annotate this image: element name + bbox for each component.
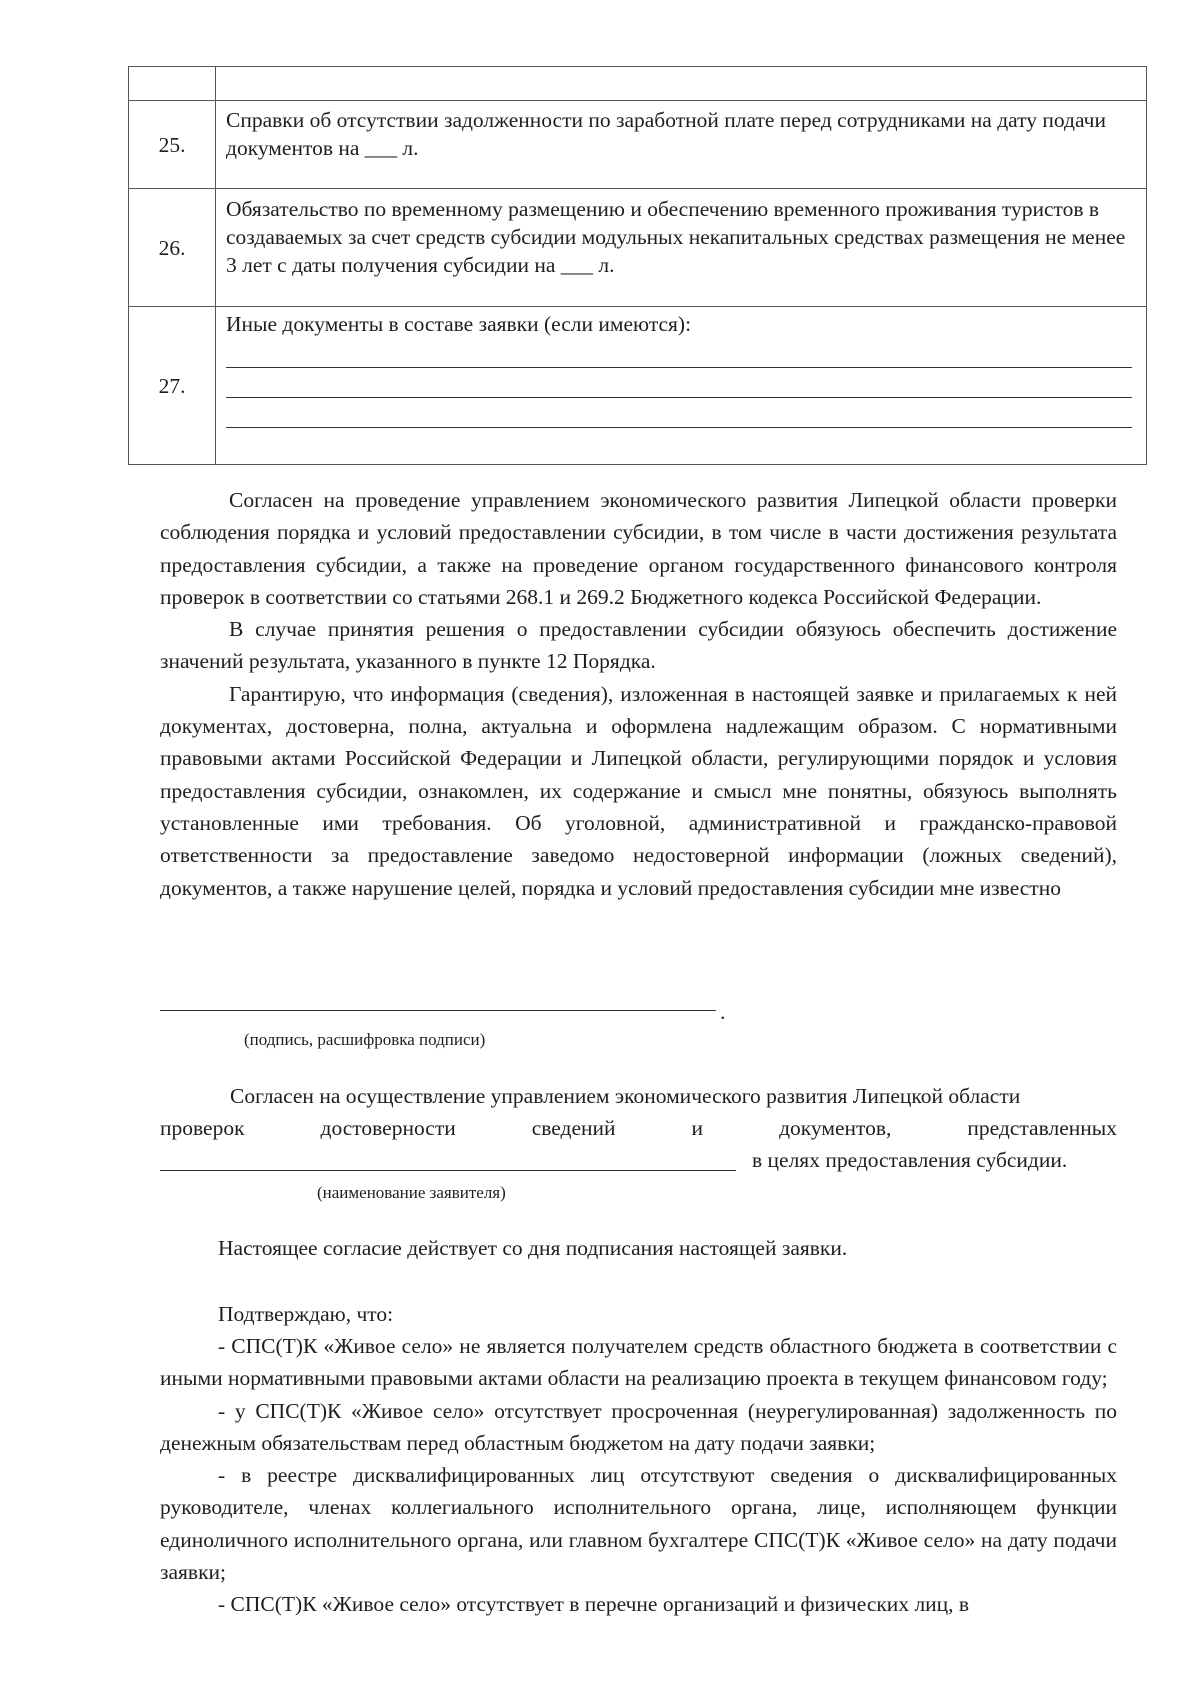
table-row	[129, 101, 1147, 189]
fill-line	[226, 368, 1132, 398]
confirm-item: - у СПС(Т)К «Живое село» отсутствует просроченная (неурегулированная) задолженность по денежным обязательствам перед областным бюджетом на дату подачи заявки;	[160, 1398, 1117, 1455]
word: сведений	[531, 1116, 616, 1141]
signature-caption: (подпись, расшифровка подписи)	[244, 1030, 486, 1049]
consent2-block	[160, 1080, 1117, 1145]
row-number: 25.	[129, 101, 216, 189]
consent2-line3-tail: в целях предоставления субсидии.	[752, 1148, 1068, 1172]
guarantee-paragraph: Гарантирую, что информация (сведения), изложенная в настоящей заявке и прилагаемых к ней документах, достоверна, полна, актуальна и оформлена надлежащим образом. С нормативными правовыми актами Российской Федерации и Липецкой области, регулирующими порядок и условия предоставления субсидии, ознакомлен, их содержание и смысл мне понятны, обязуюсь выполнять установленные ими требования. Об уголовной, административной и гражданско-правовой ответственности за предоставление заведомо недостоверной информации (ложных сведений), документов, а также нарушение целей, порядка и условий предоставления субсидии мне известно	[160, 681, 1117, 900]
row-number: 27.	[129, 307, 216, 465]
confirm-item: - в реестре дисквалифицированных лиц отсутствуют сведения о дисквалифицированных руководителе, членах коллегиального исполнительного органа, лице, исполняющем функции единоличного исполнительного органа, или главном бухгалтере СПС(Т)К «Живое село» на дату подачи заявки;	[160, 1463, 1117, 1585]
validity-text: Настоящее согласие действует со дня подписания настоящей заявки.	[218, 1236, 848, 1260]
word: достоверности	[320, 1116, 456, 1141]
row-number: 26.	[129, 189, 216, 307]
confirm-item: - СПС(Т)К «Живое село» не является получателем средств областного бюджета в соответствии с иными нормативными правовыми актами области на реализацию проекта в текущем финансовом году;	[160, 1334, 1117, 1391]
row-text: Обязательство по временному размещению и обеспечению временного проживания туристов в создаваемых за счет средств субсидии модульных некапитальных средствах размещения не менее 3 лет с даты получения субсидии на ___ л.	[216, 189, 1147, 307]
fill-line	[226, 398, 1132, 428]
consent2-line2	[160, 1112, 1117, 1144]
word: и	[691, 1116, 704, 1141]
consent-block	[160, 484, 1117, 904]
confirm-list	[160, 1330, 1117, 1621]
signature-line	[160, 1010, 716, 1011]
table-row	[129, 307, 1147, 465]
word: представленных	[967, 1116, 1117, 1141]
applicant-caption: (наименование заявителя)	[317, 1183, 506, 1202]
confirm-item: - СПС(Т)К «Живое село» отсутствует в перечне организаций и физических лиц, в	[218, 1592, 970, 1617]
signature-dot: .	[720, 1000, 726, 1024]
row-number	[129, 67, 216, 101]
applicant-name-line	[160, 1170, 736, 1171]
row-text: Иные документы в составе заявки (если имеются):	[226, 312, 692, 336]
table-row	[129, 67, 1147, 101]
obligation-paragraph: В случае принятия решения о предоставлении субсидии обязуюсь обеспечить достижение значений результата, указанного в пункте 12 Порядка.	[160, 617, 1117, 674]
word: документов,	[779, 1116, 892, 1141]
consent2-line1: Согласен на осуществление управлением экономического развития Липецкой области	[230, 1084, 1021, 1108]
row-text: Справки об отсутствии задолженности по заработной плате перед сотрудниками на дату подачи документов на ___ л.	[216, 101, 1147, 189]
consent-paragraph: Согласен на проведение управлением экономического развития Липецкой области проверки соблюдения порядка и условий предоставлении субсидии, в том числе в части достижения результата предоставления субсидии, а также на проведение органом государственного финансового контроля проверок в соответствии со статьями 268.1 и 269.2 Бюджетного кодекса Российской Федерации.	[160, 488, 1117, 609]
fill-line	[226, 338, 1132, 368]
row-text	[216, 67, 1147, 101]
word: проверок	[160, 1116, 245, 1141]
table-row	[129, 189, 1147, 307]
confirm-heading: Подтверждаю, что:	[218, 1302, 394, 1326]
documents-table	[128, 66, 1147, 465]
row-cell	[216, 307, 1147, 465]
